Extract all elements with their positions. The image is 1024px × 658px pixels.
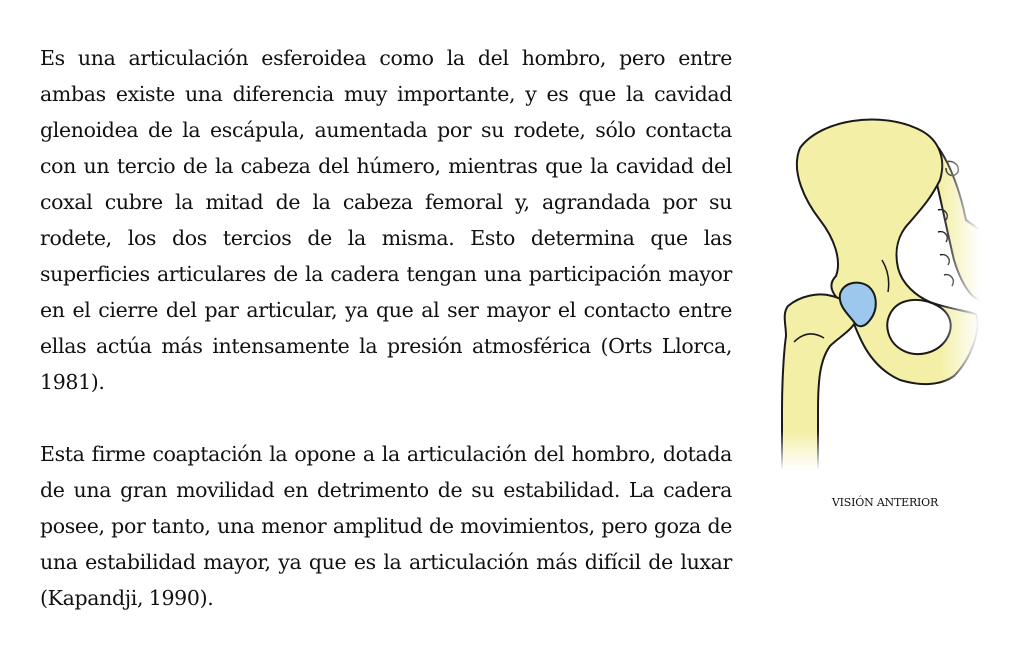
- figure-caption: VISIÓN ANTERIOR: [831, 496, 939, 509]
- article-text: [40, 40, 732, 616]
- paragraph-stability: Esta firme coaptación la opone a la articulación del hombro, dotada de una gran movilidad en detrimento de su estabilidad. La cadera posee, por tanto, una menor amplitud de movimientos, pero goza de una estabilidad mayor, ya que es la articulación más difícil de luxar (Kapandji, 1990).: [40, 442, 732, 610]
- hip-anatomy-drawing: [770, 110, 980, 470]
- paragraph-joint-comparison: Es una articulación esferoidea como la del hombro, pero entre ambas existe una diferencia muy importante, y es que la cavidad glenoidea de la escápula, aumentada por su rodete, sólo contacta con un tercio de la cabeza del húmero, mientras que la cavidad del coxal cubre la mitad de la cabeza femoral y, agrandada por su rodete, los dos tercios de la misma. Esto determina que las superficies articulares de la cadera tengan una participación mayor en el cierre del par articular, ya que al ser mayor el contacto entre ellas actúa más intensamente la presión atmosférica (Orts Llorca, 1981).: [40, 46, 732, 394]
- hip-joint-illustration: [770, 110, 980, 470]
